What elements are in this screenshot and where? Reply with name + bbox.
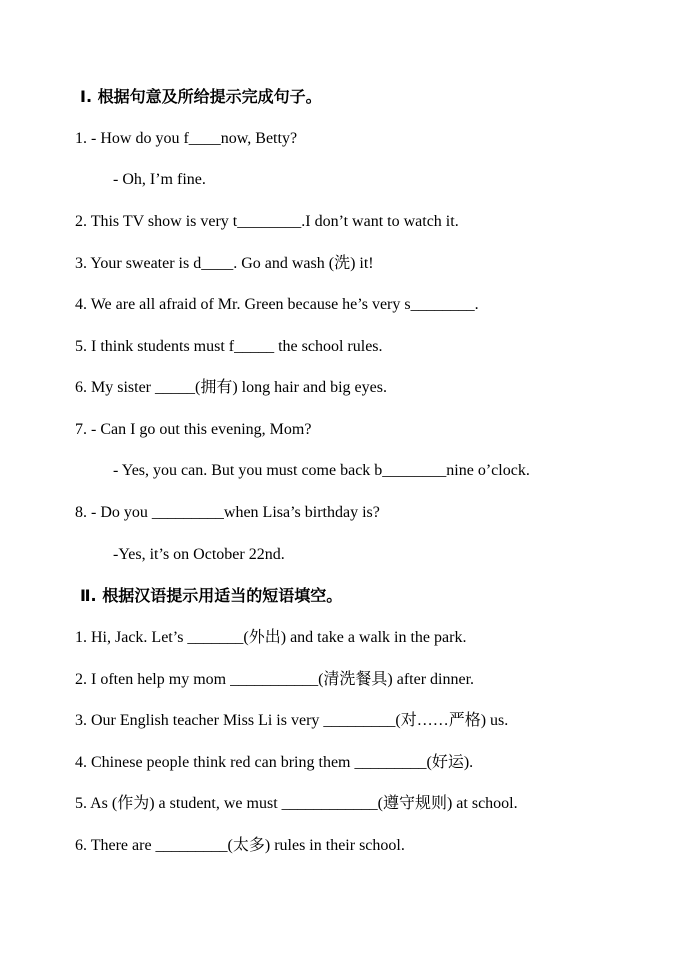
question-5: 5. I think students must f_____ the school rules.	[75, 338, 383, 355]
question-4: 4. We are all afraid of Mr. Green because he’s very s________.	[75, 296, 479, 313]
question-6: 6. My sister _____(拥有) long hair and big eyes.	[75, 379, 387, 396]
question-7-answer: - Yes, you can. But you must come back b________nine o’clock.	[113, 462, 530, 479]
section-1-heading: Ⅰ. 根据句意及所给提示完成句子。	[80, 87, 322, 106]
phrase-question-3: 3. Our English teacher Miss Li is very _________(对……严格) us.	[75, 712, 509, 729]
question-2: 2. This TV show is very t________.I don’t want to watch it.	[75, 213, 459, 230]
phrase-question-6: 6. There are _________(太多) rules in their school.	[75, 837, 405, 854]
phrase-question-1: 1. Hi, Jack. Let’s _______(外出) and take a walk in the park.	[75, 629, 467, 646]
phrase-question-5: 5. As (作为) a student, we must ____________(遵守规则) at school.	[75, 795, 518, 812]
phrase-question-2: 2. I often help my mom ___________(清洗餐具) after dinner.	[75, 671, 475, 688]
question-8: 8. - Do you _________when Lisa’s birthday is?	[75, 504, 380, 521]
question-1: 1. - How do you f____now, Betty?	[75, 130, 298, 147]
question-3: 3. Your sweater is d____. Go and wash (洗) it!	[75, 255, 374, 272]
question-8-answer: -Yes, it’s on October 22nd.	[113, 546, 285, 563]
question-7: 7. - Can I go out this evening, Mom?	[75, 421, 312, 438]
section-2-heading: Ⅱ. 根据汉语提示用适当的短语填空。	[80, 586, 343, 605]
phrase-question-4: 4. Chinese people think red can bring them _________(好运).	[75, 754, 474, 771]
question-1-answer: - Oh, I’m fine.	[113, 171, 206, 188]
